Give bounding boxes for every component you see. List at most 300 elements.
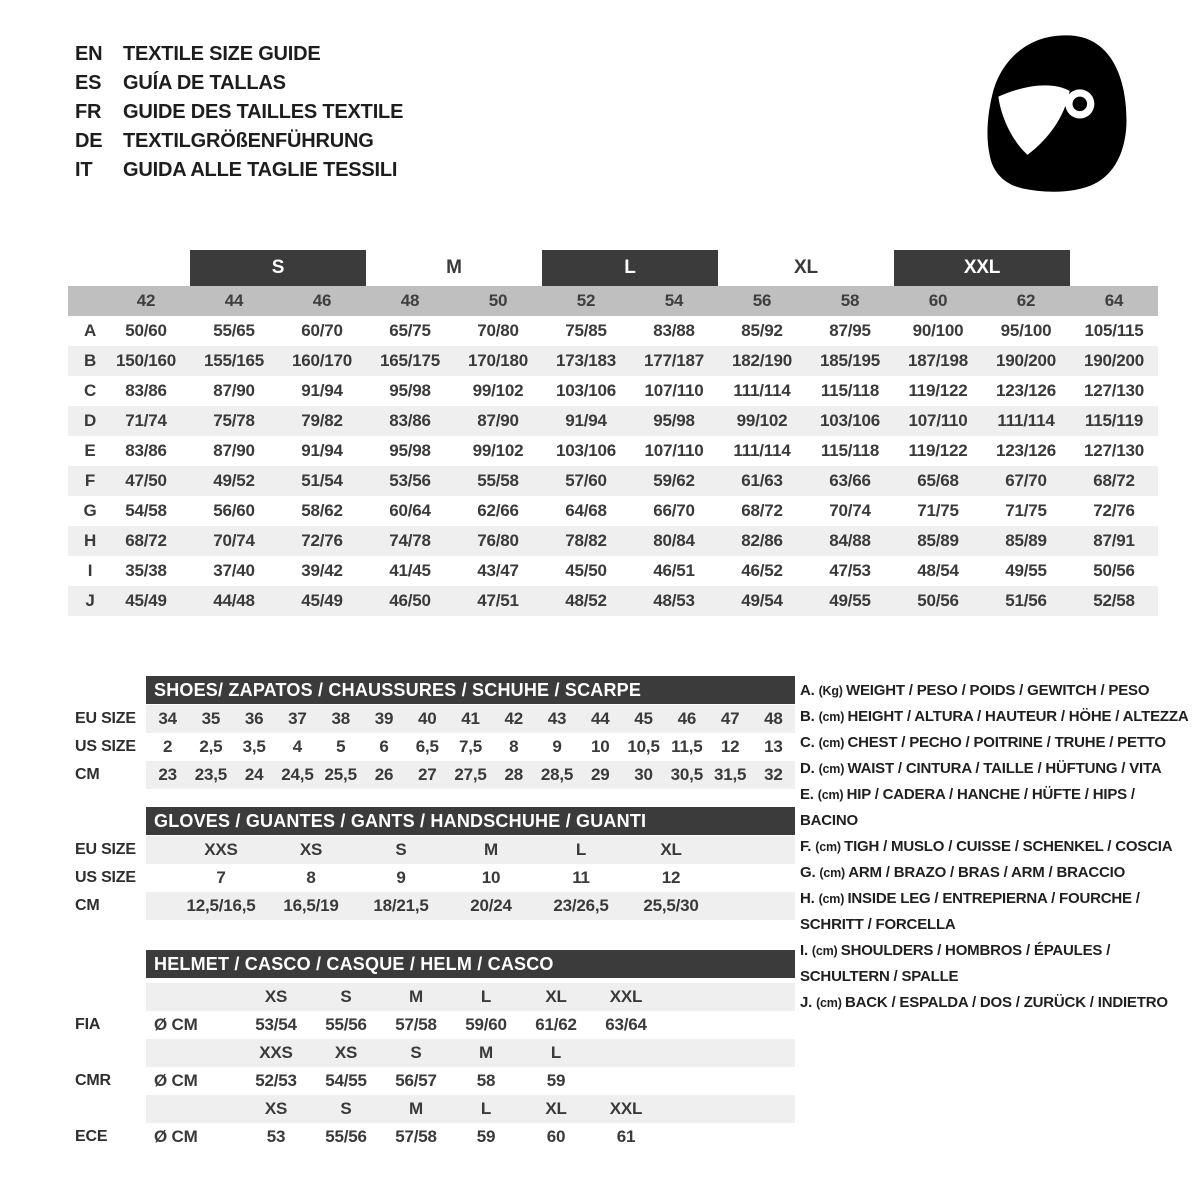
size-cell: 16,5/19 (283, 896, 339, 915)
helmet-size-value: 57/58 (395, 1127, 437, 1146)
diameter-unit-label: Ø CM (154, 1071, 198, 1090)
size-cell: 20/24 (470, 896, 512, 915)
legend-key: D. (800, 760, 819, 777)
size-number: 54 (664, 291, 684, 310)
helmet-size-values (146, 1123, 795, 1151)
size-group-l: L (542, 250, 718, 286)
measurement-row (68, 316, 1158, 346)
legend-key: B. (800, 708, 819, 725)
helmet-sizes-row (75, 1095, 797, 1123)
measurement-cell: 43/47 (477, 561, 519, 580)
helmet-sizes-row (75, 983, 797, 1011)
measurement-row (68, 556, 1158, 586)
legend-item (800, 938, 1192, 990)
helmet-size-label: L (480, 1099, 492, 1118)
helmet-size-labels (146, 1095, 795, 1123)
size-cell: 26 (374, 765, 394, 784)
helmet-size-value: 59 (476, 1127, 496, 1146)
legend-text: HEIGHT / ALTURA / HAUTEUR / HÖHE / ALTEZZA (847, 708, 1189, 725)
measurement-row-label: F (84, 471, 96, 490)
helmet-size-label: XXL (609, 1099, 643, 1118)
measurement-cell: 150/160 (115, 351, 177, 370)
legend-text: WAIST / CINTURA / TAILLE / HÜFTUNG / VITA (847, 760, 1162, 777)
measurement-cell: 46/52 (741, 561, 783, 580)
measurement-cell: 63/66 (829, 471, 871, 490)
legend-unit: (cm) (816, 996, 845, 1010)
legend-item (800, 834, 1192, 860)
size-cell: 8 (306, 868, 316, 887)
size-number-row (68, 286, 1158, 316)
measurement-row-label: I (87, 561, 93, 580)
size-cell: 23 (158, 765, 177, 784)
measurement-cell: 35/38 (125, 561, 167, 580)
measurement-row-label: E (84, 441, 96, 460)
measurement-row (68, 436, 1158, 466)
size-cell: 11,5 (671, 737, 703, 756)
measurement-cell: 51/56 (1005, 591, 1047, 610)
helmet-size-value: 63/64 (605, 1015, 647, 1034)
measurement-cell: 67/70 (1005, 471, 1047, 490)
measurement-cell: 91/94 (565, 411, 607, 430)
size-row-label: CM (75, 766, 100, 783)
measurement-cell: 37/40 (213, 561, 255, 580)
size-cell: 8 (509, 737, 519, 756)
helmet-size-label: M (409, 987, 423, 1006)
legend-key: C. (800, 734, 819, 751)
helmet-size-label: S (340, 987, 352, 1006)
helmet-size-label: XXS (259, 1043, 293, 1062)
measurement-cell: 83/86 (125, 381, 167, 400)
size-row-label: EU SIZE (75, 841, 136, 858)
title-spacer (75, 950, 146, 978)
size-row (75, 705, 797, 733)
size-cell: 10 (481, 868, 501, 887)
legend-item (800, 704, 1192, 730)
size-cell: 12 (720, 737, 740, 756)
measurement-cell: 48/53 (653, 591, 695, 610)
gloves-title: GLOVES / GUANTES / GANTS / HANDSCHUHE / GUANTI (146, 807, 795, 835)
size-number: 48 (400, 291, 420, 310)
measurement-cell: 72/76 (1093, 501, 1135, 520)
size-cell: S (395, 840, 407, 859)
measurement-cell: 107/110 (908, 411, 968, 430)
size-cell: 18/21,5 (373, 896, 429, 915)
standard-label: CMR (75, 1072, 111, 1089)
size-number: 64 (1104, 291, 1124, 310)
helmet-size-values (146, 1011, 795, 1039)
gloves-table (75, 807, 797, 920)
racing-helmet-icon-svg (978, 28, 1138, 206)
legend-text: CHEST / PECHO / POITRINE / TRUHE / PETTO (847, 734, 1166, 751)
size-cell: 13 (764, 737, 783, 756)
measurement-cell: 49/55 (1005, 561, 1047, 580)
measurement-cell: 103/106 (819, 411, 881, 430)
measurement-cell: 90/100 (912, 321, 964, 340)
language-row (75, 69, 403, 98)
legend-key: J. (800, 994, 817, 1011)
measurement-cell: 115/119 (1084, 411, 1144, 430)
measurement-cell: 103/106 (555, 441, 617, 460)
helmet-size-value: 56/57 (395, 1071, 437, 1090)
size-cell: 35 (201, 709, 221, 728)
size-cell: 28 (504, 765, 524, 784)
measurement-cell: 53/56 (389, 471, 431, 490)
helmet-size-value: 59/60 (465, 1015, 507, 1034)
size-cell: 9 (552, 737, 562, 756)
size-cell: 43 (547, 709, 567, 728)
measurement-cell: 45/49 (301, 591, 343, 610)
measurement-cell: 49/54 (741, 591, 783, 610)
legend-text: WEIGHT / PESO / POIDS / GEWITCH / PESO (846, 682, 1150, 699)
measurement-cell: 64/68 (565, 501, 607, 520)
measurement-cell: 190/200 (995, 351, 1057, 370)
measurement-cell: 155/165 (203, 351, 265, 370)
size-number: 42 (136, 291, 156, 310)
measurement-cell: 115/118 (820, 381, 880, 400)
measurement-row (68, 496, 1158, 526)
measurement-cell: 45/50 (565, 561, 607, 580)
size-group-header-row (68, 250, 1158, 286)
size-group-m: M (446, 257, 462, 278)
row-spacer (75, 983, 146, 1011)
size-cell: 47 (720, 709, 740, 728)
helmet-size-label: L (550, 1043, 562, 1062)
shoes-title-row (75, 676, 797, 704)
size-group-xl: XL (794, 257, 818, 278)
language-row (75, 156, 403, 185)
measurement-cell: 160/170 (291, 351, 353, 370)
size-row-label: EU SIZE (75, 710, 136, 727)
helmet-size-value (591, 1067, 661, 1095)
standard-label: ECE (75, 1128, 108, 1145)
size-cell: 7,5 (458, 737, 483, 756)
measurement-cell: 85/89 (917, 531, 959, 550)
measurement-cell: 65/75 (389, 321, 431, 340)
helmet-size-values (146, 1067, 795, 1095)
measurement-cell: 60/64 (389, 501, 431, 520)
measurement-cell: 95/100 (1000, 321, 1052, 340)
helmet-size-label: S (410, 1043, 422, 1062)
measurement-cell: 61/63 (741, 471, 783, 490)
shoes-title: SHOES/ ZAPATOS / CHAUSSURES / SCHUHE / SCARPE (146, 676, 795, 704)
legend-key: I. (800, 942, 812, 959)
measurement-cell: 91/94 (301, 441, 343, 460)
size-group-s: S (190, 250, 366, 286)
helmet-size-value: 55/56 (325, 1015, 367, 1034)
legend-item (800, 756, 1192, 782)
diameter-unit-label: Ø CM (154, 1127, 198, 1146)
measurement-cell: 103/106 (555, 381, 617, 400)
size-cell: 32 (764, 765, 783, 784)
measurement-cell: 57/60 (565, 471, 607, 490)
size-cell: 39 (374, 709, 394, 728)
measurement-cell: 127/130 (1083, 381, 1145, 400)
helmet-size-label: L (480, 987, 492, 1006)
size-number: 56 (752, 291, 772, 310)
measurement-cell: 190/200 (1083, 351, 1145, 370)
size-number: 44 (224, 291, 244, 310)
measurement-cell: 41/45 (389, 561, 431, 580)
measurement-cell: 87/90 (213, 441, 255, 460)
measurement-cell: 44/48 (213, 591, 255, 610)
measurement-cell: 49/55 (829, 591, 871, 610)
helmet-size-value: 53 (266, 1127, 286, 1146)
measurement-cell: 87/95 (829, 321, 871, 340)
row-spacer (75, 1039, 146, 1067)
size-cell: 10,5 (627, 737, 660, 756)
size-cell: 12,5/16,5 (186, 896, 256, 915)
helmet-size-value: 55/56 (325, 1127, 367, 1146)
helmet-values-row (75, 1123, 797, 1151)
measurement-cell: 99/102 (472, 381, 524, 400)
measurement-cell: 60/70 (301, 321, 343, 340)
size-row-label: US SIZE (75, 869, 136, 886)
size-values (146, 892, 795, 920)
helmet-title: HELMET / CASCO / CASQUE / HELM / CASCO (146, 950, 795, 978)
language-code: EN (75, 43, 103, 65)
language-title: GUIDA ALLE TAGLIE TESSILI (123, 159, 398, 181)
size-number: 58 (840, 291, 860, 310)
helmet-values-row (75, 1067, 797, 1095)
measurement-row (68, 526, 1158, 556)
measurement-cell: 58/62 (301, 501, 343, 520)
measurement-cell: 48/52 (565, 591, 607, 610)
size-cell: 27 (417, 765, 437, 784)
unit-spacer (146, 983, 241, 1011)
measurement-cell: 99/102 (472, 441, 524, 460)
legend-unit: (cm) (819, 866, 849, 880)
measurement-cell: 59/62 (653, 471, 695, 490)
size-cell: 48 (764, 709, 783, 728)
legend-text: BACK / ESPALDA / DOS / ZURÜCK / INDIETRO (844, 994, 1168, 1011)
unit-spacer (146, 1095, 241, 1123)
measurement-row-label: A (83, 321, 97, 340)
measurement-cell: 50/60 (125, 321, 167, 340)
measurement-cell: 68/72 (1093, 471, 1135, 490)
helmet-size-label: M (409, 1099, 423, 1118)
measurement-cell: 119/122 (908, 381, 968, 400)
measurement-cell: 95/98 (653, 411, 695, 430)
legend-key: A. (800, 682, 819, 699)
legend-text: HIP / CADERA / HANCHE / HÜFTE / HIPS / BACINO (800, 786, 1135, 829)
size-number: 52 (576, 291, 596, 310)
measurement-cell: 123/126 (995, 381, 1057, 400)
textile-size-table (68, 250, 1158, 616)
measurement-cell: 107/110 (644, 441, 704, 460)
measurement-cell: 83/86 (389, 411, 431, 430)
legend-key: F. (800, 838, 816, 855)
legend-item (800, 730, 1192, 756)
helmet-size-value: 60 (546, 1127, 566, 1146)
measurement-cell: 68/72 (741, 501, 783, 520)
size-row (75, 864, 797, 892)
size-cell: 24 (244, 765, 264, 784)
size-cell: 2,5 (199, 737, 223, 756)
helmet-table (75, 950, 797, 1151)
gloves-rows (75, 836, 797, 920)
measurement-cell: 47/51 (477, 591, 519, 610)
band-spacer (68, 286, 102, 316)
helmet-size-value: 61/62 (535, 1015, 577, 1034)
measurement-cell: 87/90 (213, 381, 255, 400)
measurement-cell: 83/88 (653, 321, 695, 340)
measurement-cell: 48/54 (917, 561, 959, 580)
size-row-label: CM (75, 897, 100, 914)
measurement-cell: 50/56 (917, 591, 959, 610)
size-cell: 38 (331, 709, 350, 728)
language-title: GUÍA DE TALLAS (123, 72, 286, 94)
helmet-values-row (75, 1011, 797, 1039)
measurement-cell: 71/75 (917, 501, 959, 520)
legend-item (800, 990, 1192, 1016)
size-cell: 29 (591, 765, 610, 784)
measurement-cell: 49/52 (213, 471, 255, 490)
measurement-row-label: D (83, 411, 97, 430)
shoes-table (75, 676, 797, 789)
measurement-cell: 185/195 (819, 351, 881, 370)
size-cell: 46 (677, 709, 697, 728)
measurement-cell: 65/68 (917, 471, 959, 490)
language-title-list (75, 40, 403, 185)
racing-helmet-icon (978, 28, 1138, 206)
gloves-title-row (75, 807, 797, 835)
language-row (75, 98, 403, 127)
size-cell: 45 (634, 709, 653, 728)
measurement-cell: 71/74 (125, 411, 167, 430)
size-values (146, 733, 795, 761)
size-cell: 28,5 (540, 765, 574, 784)
measurement-cell: 76/80 (477, 531, 519, 550)
legend-key: E. (800, 786, 818, 803)
measurement-legend (800, 678, 1192, 1016)
size-cell: 25,5 (324, 765, 357, 784)
measurement-cell: 55/65 (213, 321, 255, 340)
measurement-cell: 54/58 (125, 501, 167, 520)
measurement-cell: 173/183 (555, 351, 617, 370)
legend-unit: (Kg) (818, 684, 847, 698)
legend-key: G. (800, 864, 820, 881)
helmet-size-label: XL (545, 1099, 567, 1118)
helmet-size-label: XL (545, 987, 567, 1006)
measurement-row-label: B (83, 351, 97, 370)
measurement-cell: 107/110 (644, 381, 704, 400)
measurement-cell: 177/187 (643, 351, 705, 370)
size-group-xxl: XXL (894, 250, 1070, 286)
measurement-cell: 127/130 (1083, 441, 1145, 460)
measurement-cell: 66/70 (653, 501, 695, 520)
measurement-cell: 85/92 (741, 321, 783, 340)
measurement-cell: 105/115 (1084, 321, 1144, 340)
helmet-size-labels (146, 1039, 795, 1067)
measurement-cell: 182/190 (731, 351, 793, 370)
measurement-row-label: C (83, 381, 97, 400)
measurement-cell: 46/50 (389, 591, 431, 610)
size-cell: 31,5 (713, 765, 747, 784)
measurement-cell: 95/98 (389, 381, 431, 400)
legend-text: INSIDE LEG / ENTREPIERNA / FOURCHE / SCHRITT / FORCELLA (800, 890, 1140, 933)
helmet-size-label: XS (264, 1099, 288, 1118)
size-values (146, 864, 795, 892)
size-cell: XS (299, 840, 323, 859)
measurement-cell: 55/58 (477, 471, 519, 490)
legend-key: H. (800, 890, 819, 907)
accessory-tables (75, 676, 797, 1151)
size-cell: 30 (634, 765, 653, 784)
measurement-cell: 52/58 (1093, 591, 1135, 610)
measurement-row-label: J (85, 591, 95, 610)
size-cell: 40 (417, 709, 437, 728)
size-row (75, 733, 797, 761)
measurement-cell: 46/51 (653, 561, 695, 580)
size-cell: 23,5 (194, 765, 228, 784)
legend-item (800, 678, 1192, 704)
measurement-cell: 82/86 (741, 531, 783, 550)
size-cell: 6,5 (415, 737, 439, 756)
measurement-row (68, 586, 1158, 616)
measurement-cell: 85/89 (1005, 531, 1047, 550)
size-cell: 44 (591, 709, 610, 728)
measurement-cell: 115/118 (820, 441, 880, 460)
size-cell: L (575, 840, 587, 859)
size-row (75, 836, 797, 864)
measurement-cell: 78/82 (565, 531, 607, 550)
size-cell: 34 (158, 709, 177, 728)
measurement-cell: 99/102 (736, 411, 788, 430)
measurement-cell: 95/98 (389, 441, 431, 460)
measurement-cell: 123/126 (995, 441, 1057, 460)
legend-unit: (cm) (811, 944, 841, 958)
measurement-cell: 74/78 (389, 531, 431, 550)
measurement-row (68, 406, 1158, 436)
measurement-cell: 83/86 (125, 441, 167, 460)
size-cell: 3,5 (242, 737, 266, 756)
measurement-cell: 80/84 (653, 531, 695, 550)
measurement-cell: 165/175 (379, 351, 441, 370)
language-row (75, 127, 403, 156)
helmet-size-value: 53/54 (255, 1015, 297, 1034)
size-cell: 27,5 (454, 765, 487, 784)
measurement-cell: 119/122 (908, 441, 968, 460)
legend-unit: (cm) (817, 788, 847, 802)
language-code: ES (75, 72, 102, 94)
measurement-cell: 187/198 (907, 351, 969, 370)
size-number: 62 (1016, 291, 1036, 310)
measurement-cell: 51/54 (301, 471, 343, 490)
size-cell: 24,5 (281, 765, 314, 784)
row-spacer (75, 1095, 146, 1123)
size-values (146, 761, 795, 789)
language-code: IT (75, 159, 93, 181)
measurement-cell: 87/90 (477, 411, 519, 430)
helmet-size-value: 58 (476, 1071, 496, 1090)
measurement-cell: 71/75 (1005, 501, 1047, 520)
size-row (75, 892, 797, 920)
measurement-cell: 87/91 (1093, 531, 1135, 550)
size-cell: 2 (163, 737, 173, 756)
measurement-cell: 111/114 (997, 411, 1055, 430)
size-cell: 36 (244, 709, 264, 728)
title-spacer (75, 807, 146, 835)
measurement-cell: 47/50 (125, 471, 167, 490)
standard-label: FIA (75, 1016, 101, 1033)
measurement-cell: 45/49 (125, 591, 167, 610)
legend-item (800, 886, 1192, 938)
measurement-row-label: H (83, 531, 97, 550)
measurement-cell: 70/80 (477, 321, 519, 340)
measurement-cell: 68/72 (125, 531, 167, 550)
language-title: GUIDE DES TAILLES TEXTILE (123, 101, 404, 123)
size-cell: 42 (504, 709, 524, 728)
